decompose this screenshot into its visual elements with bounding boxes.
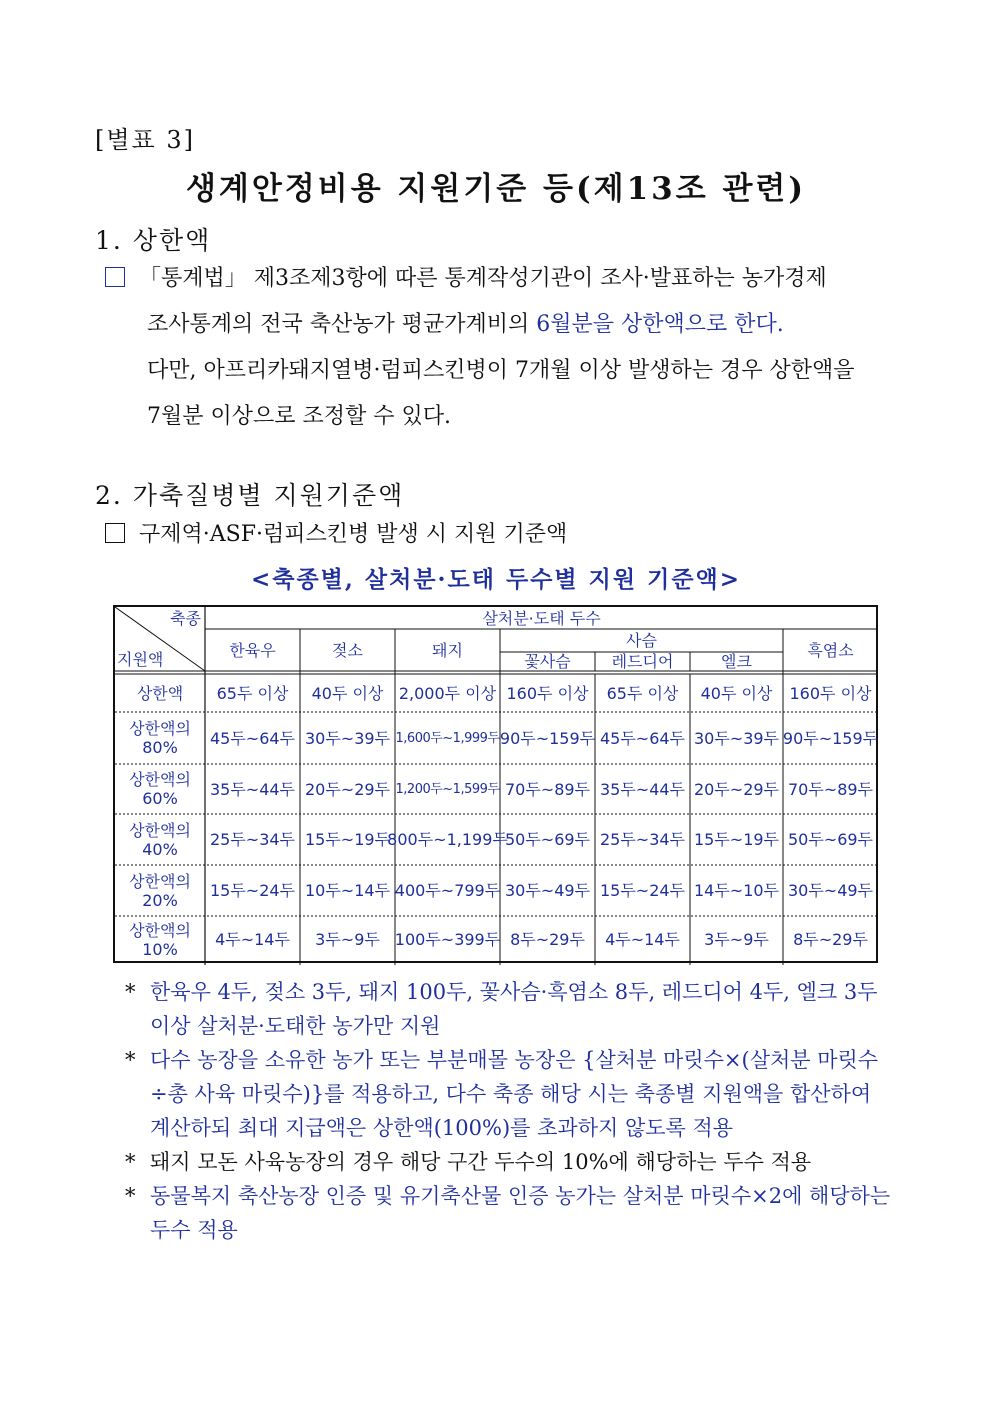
table-cell: 35두~44두 xyxy=(599,779,686,799)
paragraph-line-3: 다만, 아프리카돼지열병·럼피스킨병이 7개월 이상 발생하는 경우 상한액을 xyxy=(147,358,855,383)
table-cell: 15두~24두 xyxy=(209,881,296,900)
column-header-sika-deer: 꽃사슴 xyxy=(524,652,571,671)
section1-heading: 1. 상한액 xyxy=(95,226,212,255)
row-label: 상한액의 60% xyxy=(129,770,191,808)
column-header-black-goat: 흑염소 xyxy=(807,640,854,660)
asterisk-marker: * xyxy=(125,1048,136,1072)
table-cell: 8두~29두 xyxy=(510,930,585,949)
table-cell: 4두~14두 xyxy=(215,930,290,949)
footnote-item xyxy=(125,1043,900,1145)
paragraph-line-4: 7월분 이상으로 조정할 수 있다. xyxy=(147,404,451,429)
table-cell: 15두~19두 xyxy=(304,830,391,849)
asterisk-marker: * xyxy=(125,1184,136,1208)
table-cell: 25두~34두 xyxy=(209,830,296,849)
table-cell: 50두~69두 xyxy=(787,830,874,849)
table-cell: 25두~34두 xyxy=(599,830,686,849)
table-cell: 4두~14두 xyxy=(605,930,680,949)
table-cell: 100두~399두 xyxy=(394,930,501,949)
row-label: 상한액의 40% xyxy=(129,820,191,859)
table-cell: 70두~89두 xyxy=(787,779,874,799)
footnote-line: 다수 농장을 소유한 농가 또는 부분매몰 농장은 {살처분 마릿수×(살처분 마릿수 xyxy=(150,1048,879,1072)
corner-header-amount: 지원액 xyxy=(117,649,164,669)
table-cell: 14두~10두 xyxy=(693,881,780,900)
table-cell: 50두~69두 xyxy=(504,830,591,849)
column-header-elk: 엘크 xyxy=(721,652,752,671)
section2-subheading: 구제역·ASF·럼피스킨병 발생 시 지원 기준액 xyxy=(105,517,567,548)
table-cell: 8두~29두 xyxy=(793,930,868,949)
footnote-line: ÷총 사육 마릿수)}를 적용하고, 다수 축종 해당 시는 축종별 지원액을 합산하여 xyxy=(150,1082,872,1106)
footnote-item xyxy=(125,1145,900,1179)
table-cell: 160두 이상 xyxy=(506,683,589,703)
table-cell: 15두~19두 xyxy=(693,830,780,849)
table-caption: <축종별, 살처분·도태 두수별 지원 기준액> xyxy=(250,566,742,593)
table-cell: 30두~39두 xyxy=(304,728,391,748)
table-cell: 90두~159두 xyxy=(782,728,879,748)
table-cell: 10두~14두 xyxy=(304,881,391,900)
table-cell: 40두 이상 xyxy=(700,683,773,703)
group-header-culling-count: 살처분·도태 두수 xyxy=(482,608,601,628)
footnote-line: 동물복지 축산농장 인증 및 유기축산물 인증 농가는 살처분 마릿수×2에 해당하는 xyxy=(150,1184,891,1208)
asterisk-marker: * xyxy=(125,980,136,1004)
table-cell: 65두 이상 xyxy=(606,683,679,703)
table-cell: 1,200두~1,599두 xyxy=(395,781,500,797)
table-cell: 35두~44두 xyxy=(209,779,296,799)
document-title: 생계안정비용 지원기준 등(제13조 관련) xyxy=(185,171,807,207)
table-cell: 20두~29두 xyxy=(693,779,780,799)
asterisk-marker: * xyxy=(125,1150,136,1174)
row-label: 상한액의 80% xyxy=(129,719,191,757)
table-cell: 90두~159두 xyxy=(499,728,596,748)
table-cell: 400두~799두 xyxy=(394,881,501,900)
square-bullet-icon xyxy=(105,523,125,543)
table-cell: 20두~29두 xyxy=(304,779,391,799)
paragraph-line-2: 조사통계의 전국 축산농가 평균가계비의 6월분을 상한액으로 한다. xyxy=(147,312,784,337)
table-cell: 800두~1,199두 xyxy=(387,830,508,849)
footnote-line: 이상 살처분·도태한 농가만 지원 xyxy=(150,1014,441,1038)
table-cell: 3두~9두 xyxy=(704,930,769,949)
column-header-pig: 돼지 xyxy=(432,640,463,660)
footnote-line: 한육우 4두, 젖소 3두, 돼지 100두, 꽃사슴·흑염소 8두, 레드디어 4두, 엘크 3두 xyxy=(150,980,878,1004)
column-header-red-deer: 레드디어 xyxy=(611,652,674,671)
footnote-line: 돼지 모돈 사육농장의 경우 해당 구간 두수의 10%에 해당하는 두수 적용 xyxy=(150,1150,812,1174)
column-header-deer: 사슴 xyxy=(626,631,657,650)
table-cell: 45두~64두 xyxy=(209,728,296,748)
table-cell: 2,000두 이상 xyxy=(398,683,497,703)
row-label: 상한액의 20% xyxy=(129,871,191,910)
footnotes xyxy=(125,975,900,1247)
corner-header-species: 축종 xyxy=(170,608,201,628)
row-label: 상한액 xyxy=(136,683,184,703)
annex-label: [별표 3] xyxy=(95,126,195,154)
footnote-item xyxy=(125,1179,900,1247)
table-cell: 15두~24두 xyxy=(599,881,686,900)
column-header-hanwoo: 한육우 xyxy=(229,640,276,660)
table-cell: 70두~89두 xyxy=(504,779,591,799)
table-cell: 30두~49두 xyxy=(504,881,591,900)
checkbox-square-icon xyxy=(105,267,125,287)
section2-heading: 2. 가축질병별 지원기준액 xyxy=(95,481,405,510)
section1-paragraph xyxy=(105,256,900,440)
footnote-line: 계산하되 최대 지급액은 상한액(100%)를 초과하지 않도록 적용 xyxy=(150,1116,734,1140)
footnote-line: 두수 적용 xyxy=(150,1218,238,1242)
column-header-dairy-cow: 젖소 xyxy=(332,640,363,660)
table-cell: 45두~64두 xyxy=(599,728,686,748)
paragraph-line-1: 「통계법」 제3조제3항에 따른 통계작성기관이 조사·발표하는 농가경제 xyxy=(105,256,900,302)
footnote-item xyxy=(125,975,900,1043)
support-criteria-table xyxy=(113,605,878,963)
table-cell: 160두 이상 xyxy=(789,683,872,703)
table-cell: 30두~39두 xyxy=(693,728,780,748)
table-cell: 1,600두~1,999두 xyxy=(395,730,500,746)
table-cell: 30두~49두 xyxy=(787,881,874,900)
table-cell: 65두 이상 xyxy=(216,683,289,703)
row-label: 상한액의 10% xyxy=(129,920,191,959)
table-cell: 3두~9두 xyxy=(315,930,380,949)
table-cell: 40두 이상 xyxy=(311,683,384,703)
